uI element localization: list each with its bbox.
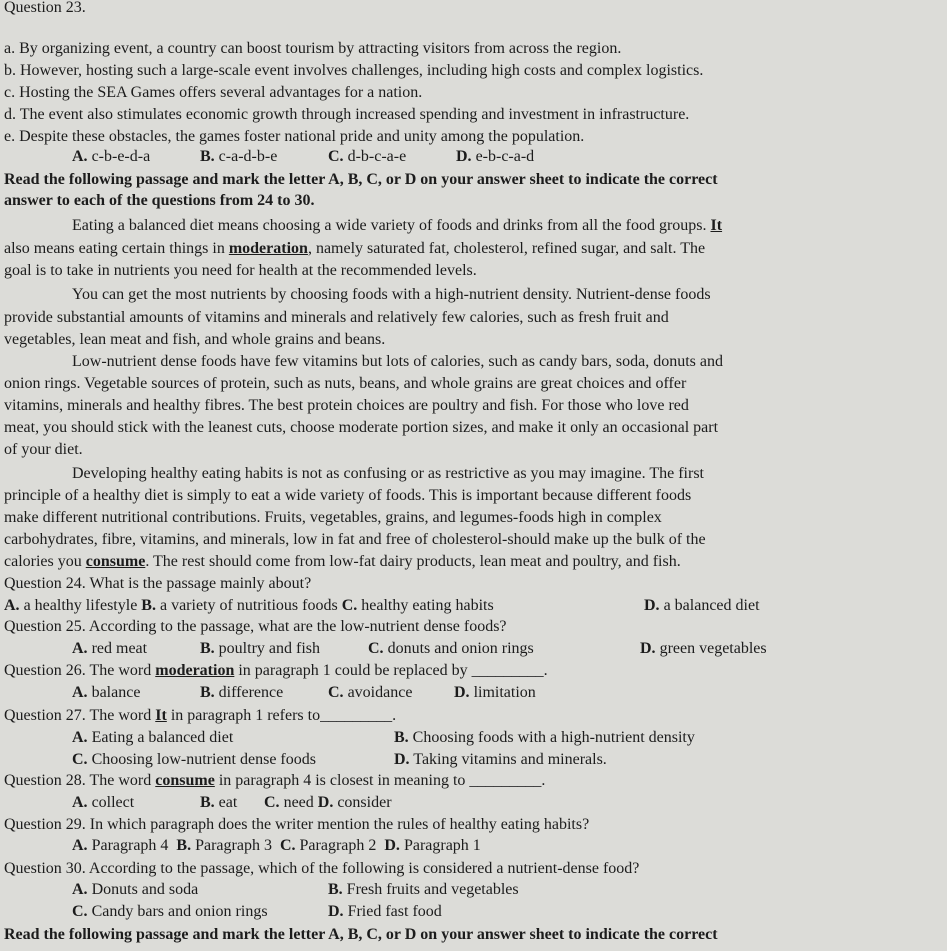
passage-p4-line-1: Developing healthy eating habits is not as confusing or as restrictive as you may imagine. The first	[72, 465, 704, 482]
q27-option-d[interactable]: D. Taking vitamins and minerals.	[394, 751, 607, 768]
q30-option-a[interactable]: A. Donuts and soda	[72, 881, 199, 898]
q29-stem: Question 29. In which paragraph does the writer mention the rules of healthy eating habits?	[4, 816, 590, 833]
q24-option-b[interactable]: B. a variety of nutritious foods	[141, 597, 338, 614]
q29-options	[72, 836, 481, 856]
q27-option-a[interactable]: A. Eating a balanced diet	[72, 729, 234, 746]
passage-p2-line-2: provide substantial amounts of vitamins and minerals and relatively few calories, such as fresh fruit and	[4, 309, 669, 326]
q26-option-a[interactable]: A. balance	[72, 684, 141, 701]
q27-options-row-2	[72, 750, 607, 770]
q28-option-d[interactable]: D. consider	[317, 794, 392, 811]
q30-option-d[interactable]: D. Fried fast food	[328, 903, 442, 920]
q23-sentence-d: d. The event also stimulates economic growth through increased spending and investment in infrastructure.	[4, 106, 690, 123]
passage-p3-line-1: Low-nutrient dense foods have few vitamins but lots of calories, such as candy bars, soda, donuts and	[72, 353, 723, 370]
q28-option-b[interactable]: B. eat	[200, 794, 238, 811]
q23-option-c[interactable]: C. d-b-c-a-e	[328, 148, 407, 165]
q26-options	[72, 683, 536, 703]
q26-option-b[interactable]: B. difference	[200, 684, 284, 701]
q23-sentence-a: a. By organizing event, a country can boost tourism by attracting visitors from across the region.	[4, 40, 622, 57]
q30-options-row-1	[72, 880, 519, 900]
passage-p1-line-2: also means eating certain things in moderation, namely saturated fat, cholesterol, refined sugar, and salt. The	[4, 240, 706, 257]
q23-sentence-e: e. Despite these obstacles, the games foster national pride and unity among the population.	[4, 128, 585, 145]
q25-option-c[interactable]: C. donuts and onion rings	[368, 640, 534, 657]
word-it: It	[710, 217, 723, 234]
word-moderation: moderation	[228, 240, 308, 257]
q24-option-c[interactable]: C. healthy eating habits	[341, 597, 494, 614]
q24-options	[4, 596, 760, 616]
q23-sentence-c: c. Hosting the SEA Games offers several advantages for a nation.	[4, 84, 423, 101]
passage-p4-line-2: principle of a healthy diet is simply to eat a wide variety of foods. This is important because different foods	[4, 487, 692, 504]
instruction-line-2: answer to each of the questions from 24 to 30.	[4, 192, 315, 209]
q23-option-b[interactable]: B. c-a-d-b-e	[200, 148, 278, 165]
passage-p4-line-3: make different nutritional contributions. Fruits, vegetables, grains, and legumes-foods high in complex	[4, 509, 662, 526]
q29-option-d[interactable]: D. Paragraph 1	[384, 837, 481, 854]
q23-title: Question 23.	[4, 0, 86, 16]
q24-stem: Question 24. What is the passage mainly about?	[4, 575, 312, 592]
q26-option-d[interactable]: D. limitation	[454, 684, 536, 701]
q23-options	[72, 147, 534, 167]
passage-p3-line-4: meat, you should stick with the leanest cuts, choose moderate portion sizes, and make it only an occasional part	[4, 419, 719, 436]
passage-p1-line-1: Eating a balanced diet means choosing a wide variety of foods and drinks from all the food groups. It	[72, 217, 723, 234]
q25-options	[72, 639, 767, 659]
q28-stem: Question 28. The word consume in paragraph 4 is closest in meaning to _________.	[4, 772, 546, 789]
q28-option-a[interactable]: A. collect	[72, 794, 135, 811]
q23-option-a[interactable]: A. c-b-e-d-a	[72, 148, 151, 165]
word-consume: consume	[85, 553, 146, 570]
passage-p4-line-5: calories you consume. The rest should come from low-fat dairy products, lean meat and poultry, and fish.	[4, 553, 681, 570]
instruction-line-1: Read the following passage and mark the letter A, B, C, or D on your answer sheet to indicate the correct	[4, 171, 718, 188]
passage-p3-line-2: onion rings. Vegetable sources of protein, such as nuts, beans, and whole grains are great choices and offer	[4, 375, 687, 392]
q27-option-c[interactable]: C. Choosing low-nutrient dense foods	[72, 751, 316, 768]
q28-options	[72, 793, 392, 813]
q25-option-d[interactable]: D. green vegetables	[640, 640, 767, 657]
q25-option-b[interactable]: B. poultry and fish	[200, 640, 320, 657]
passage-p3-line-3: vitamins, minerals and healthy fibres. The best protein choices are poultry and fish. For those who love red	[4, 397, 689, 414]
q30-option-c[interactable]: C. Candy bars and onion rings	[72, 903, 268, 920]
passage-p2-line-1: You can get the most nutrients by choosing foods with a high-nutrient density. Nutrient-dense foods	[72, 286, 711, 303]
q30-option-b[interactable]: B. Fresh fruits and vegetables	[328, 881, 519, 898]
passage-p4-line-4: carbohydrates, fibre, vitamins, and minerals, low in fat and free of cholesterol-should make up the bulk of the	[4, 531, 706, 548]
passage-p1-line-3: goal is to take in nutrients you need for health at the recommended levels.	[4, 262, 477, 279]
q27-options-row-1	[72, 728, 695, 748]
q29-option-a[interactable]: A. Paragraph 4	[72, 837, 169, 854]
q30-options-row-2	[72, 902, 442, 922]
q26-stem: Question 26. The word moderation in paragraph 1 could be replaced by _________.	[4, 662, 548, 679]
q23-option-d[interactable]: D. e-b-c-a-d	[456, 148, 535, 165]
q27-stem: Question 27. The word It in paragraph 1 refers to_________.	[4, 707, 397, 724]
q24-option-d[interactable]: D. a balanced diet	[644, 597, 760, 614]
q28-option-c[interactable]: C. need	[264, 794, 314, 811]
passage-p2-line-3: vegetables, lean meat and fish, and whole grains and beans.	[4, 331, 386, 348]
q26-option-c[interactable]: C. avoidance	[328, 684, 413, 701]
q27-option-b[interactable]: B. Choosing foods with a high-nutrient density	[394, 729, 695, 746]
passage-p3-line-5: of your diet.	[4, 441, 83, 458]
q24-option-a[interactable]: A. a healthy lifestyle	[4, 597, 138, 614]
q25-stem: Question 25. According to the passage, what are the low-nutrient dense foods?	[4, 618, 507, 635]
q29-option-c[interactable]: C. Paragraph 2	[279, 837, 377, 854]
q25-option-a[interactable]: A. red meat	[72, 640, 148, 657]
instruction-next: Read the following passage and mark the letter A, B, C, or D on your answer sheet to indicate the correct	[4, 926, 718, 943]
q23-sentence-b: b. However, hosting such a large-scale event involves challenges, including high costs and complex logistics.	[4, 62, 704, 79]
q30-stem: Question 30. According to the passage, which of the following is considered a nutrient-dense food?	[4, 860, 640, 877]
q29-option-b[interactable]: B. Paragraph 3	[176, 837, 272, 854]
